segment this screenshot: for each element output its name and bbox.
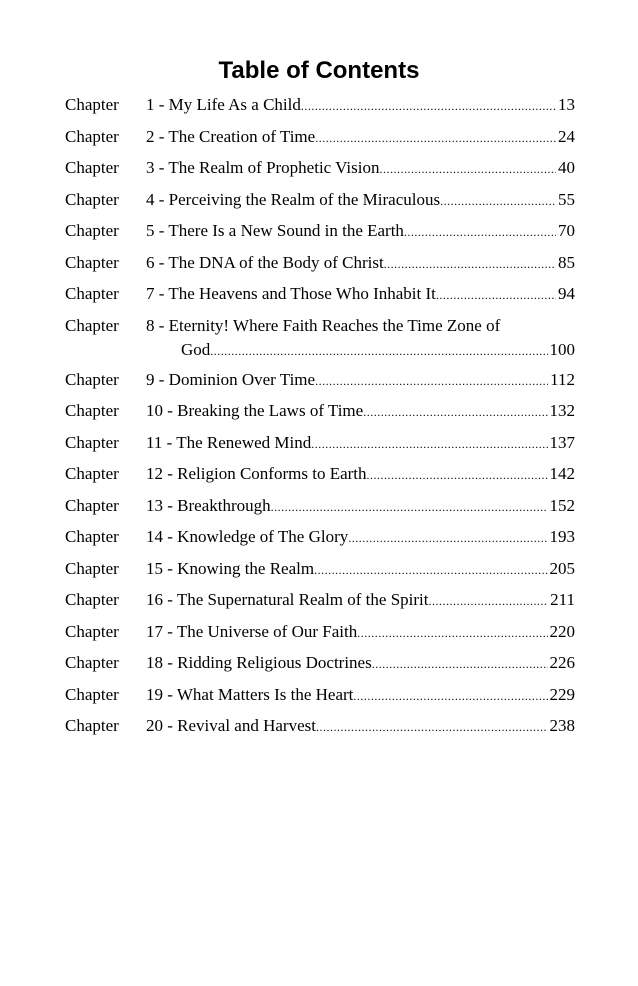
toc-entry[interactable] bbox=[65, 714, 575, 746]
toc-entry[interactable] bbox=[65, 188, 575, 220]
dot-leader bbox=[311, 432, 547, 456]
chapter-prefix: Chapter bbox=[65, 252, 119, 272]
chapter-title: 6 - The DNA of the Body of Christ bbox=[146, 252, 384, 272]
chapter-title-continuation: God bbox=[181, 339, 211, 359]
page-number: 100 bbox=[549, 339, 575, 359]
chapter-title: 10 - Breaking the Laws of Time bbox=[146, 401, 364, 420]
page-number: 70 bbox=[558, 221, 575, 240]
page-number: 132 bbox=[549, 401, 575, 420]
toc-entry[interactable] bbox=[65, 251, 575, 283]
dot-leader bbox=[315, 126, 556, 150]
toc-entry[interactable] bbox=[65, 156, 575, 188]
chapter-prefix: Chapter bbox=[65, 221, 119, 240]
toc-entry[interactable] bbox=[65, 431, 575, 463]
dot-leader bbox=[348, 526, 547, 550]
page-number: 137 bbox=[549, 432, 575, 452]
toc-entry[interactable] bbox=[65, 525, 575, 557]
dot-leader bbox=[315, 369, 548, 393]
chapter-prefix: Chapter bbox=[65, 716, 119, 735]
toc-entry[interactable] bbox=[65, 494, 575, 526]
dot-leader bbox=[271, 495, 548, 519]
chapter-title: 12 - Religion Conforms to Earth bbox=[146, 464, 367, 483]
chapter-title: 13 - Breakthrough bbox=[146, 495, 271, 515]
page-number: 112 bbox=[550, 369, 575, 389]
chapter-prefix: Chapter bbox=[65, 653, 119, 672]
toc-entry[interactable] bbox=[65, 588, 575, 620]
page-number: 142 bbox=[549, 464, 575, 483]
chapter-title: 2 - The Creation of Time bbox=[146, 126, 316, 146]
dot-leader bbox=[316, 715, 548, 739]
page-number: 205 bbox=[549, 558, 575, 578]
chapter-prefix: Chapter bbox=[65, 284, 119, 303]
chapter-prefix: Chapter bbox=[65, 126, 119, 146]
chapter-prefix: Chapter bbox=[65, 684, 119, 704]
page-number: 238 bbox=[549, 716, 575, 735]
chapter-title: 4 - Perceiving the Realm of the Miraculous bbox=[146, 189, 441, 209]
page-number: 226 bbox=[549, 653, 575, 672]
dot-leader bbox=[404, 220, 556, 244]
dot-leader bbox=[301, 94, 556, 118]
page-number: 211 bbox=[550, 590, 575, 609]
dot-leader bbox=[367, 463, 548, 487]
chapter-title: 11 - The Renewed Mind bbox=[146, 432, 312, 452]
chapter-title: 16 - The Supernatural Realm of the Spirit bbox=[146, 590, 429, 609]
toc-entry[interactable] bbox=[65, 651, 575, 683]
page-number: 13 bbox=[558, 95, 575, 114]
chapter-title: 5 - There Is a New Sound in the Earth bbox=[146, 221, 404, 240]
dot-leader bbox=[353, 684, 547, 708]
table-of-contents bbox=[65, 93, 575, 746]
chapter-prefix: Chapter bbox=[65, 432, 119, 452]
chapter-title: 14 - Knowledge of The Glory bbox=[146, 527, 349, 546]
chapter-title: 17 - The Universe of Our Faith bbox=[146, 621, 358, 641]
toc-entry[interactable] bbox=[65, 93, 575, 125]
chapter-title: 19 - What Matters Is the Heart bbox=[146, 684, 354, 704]
chapter-prefix: Chapter bbox=[65, 464, 119, 483]
chapter-prefix: Chapter bbox=[65, 401, 119, 420]
page-number: 152 bbox=[549, 495, 575, 515]
dot-leader bbox=[314, 558, 547, 582]
dot-leader bbox=[210, 339, 547, 363]
toc-entry[interactable] bbox=[65, 282, 575, 314]
page-number: 85 bbox=[558, 252, 575, 272]
chapter-title: 8 - Eternity! Where Faith Reaches the Time Zone of bbox=[146, 315, 501, 335]
toc-entry[interactable] bbox=[65, 683, 575, 715]
page-title: Table of Contents bbox=[218, 57, 420, 84]
toc-entry[interactable] bbox=[65, 219, 575, 251]
page-number: 193 bbox=[549, 527, 575, 546]
toc-entry[interactable] bbox=[65, 557, 575, 589]
chapter-title: 3 - The Realm of Prophetic Vision bbox=[146, 158, 380, 177]
dot-leader bbox=[372, 652, 548, 676]
chapter-prefix: Chapter bbox=[65, 189, 119, 209]
chapter-prefix: Chapter bbox=[65, 558, 119, 578]
dot-leader bbox=[357, 621, 547, 645]
dot-leader bbox=[363, 400, 547, 424]
chapter-prefix: Chapter bbox=[65, 315, 119, 335]
chapter-title: 9 - Dominion Over Time bbox=[146, 369, 316, 389]
toc-entry[interactable] bbox=[65, 314, 575, 368]
chapter-title: 7 - The Heavens and Those Who Inhabit It bbox=[146, 284, 436, 303]
page-number: 24 bbox=[558, 126, 575, 146]
page-number: 220 bbox=[549, 621, 575, 641]
page-number: 229 bbox=[549, 684, 575, 704]
dot-leader bbox=[440, 189, 556, 213]
toc-entry[interactable] bbox=[65, 620, 575, 652]
page-number: 55 bbox=[558, 189, 575, 209]
chapter-prefix: Chapter bbox=[65, 369, 119, 389]
page-number: 40 bbox=[558, 158, 575, 177]
chapter-title: 20 - Revival and Harvest bbox=[146, 716, 316, 735]
dot-leader bbox=[428, 589, 548, 613]
toc-entry[interactable] bbox=[65, 399, 575, 431]
dot-leader bbox=[384, 252, 556, 276]
chapter-title: 18 - Ridding Religious Doctrines bbox=[146, 653, 372, 672]
toc-entry[interactable] bbox=[65, 125, 575, 157]
chapter-prefix: Chapter bbox=[65, 495, 119, 515]
chapter-prefix: Chapter bbox=[65, 527, 119, 546]
page-number: 94 bbox=[558, 284, 575, 303]
chapter-prefix: Chapter bbox=[65, 621, 119, 641]
chapter-title: 1 - My Life As a Child bbox=[146, 95, 301, 114]
toc-entry[interactable] bbox=[65, 368, 575, 400]
chapter-title: 15 - Knowing the Realm bbox=[146, 558, 315, 578]
dot-leader bbox=[436, 283, 556, 307]
chapter-prefix: Chapter bbox=[65, 95, 119, 114]
dot-leader bbox=[379, 157, 556, 181]
chapter-prefix: Chapter bbox=[65, 158, 119, 177]
chapter-prefix: Chapter bbox=[65, 590, 119, 609]
toc-entry[interactable] bbox=[65, 462, 575, 494]
